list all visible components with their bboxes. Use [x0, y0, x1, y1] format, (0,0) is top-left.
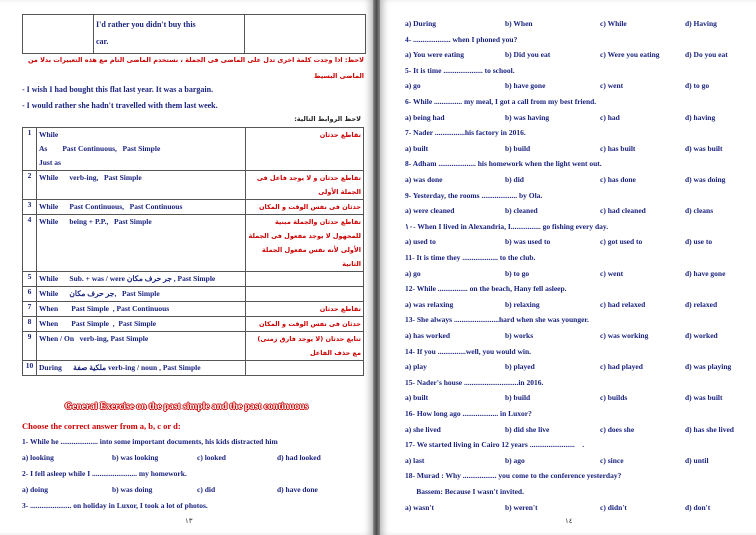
usage-line: مع حذف الفاعل	[309, 349, 361, 357]
question: 13- She always ........................hard when she was younger.	[405, 315, 589, 325]
usage-cell	[246, 332, 364, 361]
option: a) was done	[405, 175, 443, 184]
option: b) was looking	[112, 453, 159, 462]
row-number: 1	[23, 128, 37, 171]
question: 11- It is time they ................... to the club.	[405, 253, 536, 262]
structure-line: When Past Simple , Past Simple	[39, 319, 157, 328]
option: c) has done	[600, 175, 636, 184]
option: a) being had	[405, 112, 445, 122]
option: d) having	[685, 112, 716, 122]
structure-line: While being + P.P., Past Simple	[39, 217, 152, 226]
table-row	[23, 171, 364, 200]
table-row	[23, 287, 364, 302]
structure-cell	[37, 272, 246, 287]
table-row	[23, 200, 364, 215]
option: b) played	[505, 362, 535, 372]
question: Bassem: Because I wasn't invited.	[405, 487, 524, 496]
option: c) didn't	[600, 502, 627, 512]
section-heading: General Exercise on the past simple and the past continuous	[64, 402, 309, 412]
question: 8- Adham .................... his homework when the light went out.	[405, 159, 602, 169]
structure-line: When Past Simple , Past Continuous	[39, 304, 170, 313]
option: d) until	[685, 455, 709, 465]
option: b) was used to	[505, 237, 551, 247]
table-row	[23, 128, 364, 171]
option: a) During	[405, 19, 437, 28]
row-number: 3	[23, 200, 37, 215]
option: b) Did you eat	[505, 50, 551, 60]
usage-cell	[246, 317, 364, 332]
structure-cell	[37, 361, 246, 376]
usage-cell	[246, 272, 364, 287]
structure-line: When / On verb-ing, Past Simple	[39, 334, 149, 343]
option: b) ago	[505, 455, 525, 465]
option: c) had played	[600, 362, 643, 372]
question: ١٠- When I lived in Alexandria, I................ go fishing every day.	[405, 221, 609, 231]
option: a) used to	[405, 237, 436, 247]
option: d) cleans	[685, 206, 714, 216]
option: c) had relaxed	[600, 299, 646, 309]
option: b) build	[505, 143, 531, 153]
row-number: 7	[23, 302, 37, 317]
usage-cell	[246, 200, 364, 215]
usage-line: الأولى لأنه نفس مفعول الجملة	[261, 246, 361, 254]
option: c) went	[600, 268, 624, 278]
example-sentence: - I would rather she hadn't travelled with them last week.	[22, 101, 218, 110]
option: d) have gone	[685, 268, 726, 278]
option: d) Do you eat	[685, 50, 728, 60]
option: d) was doing	[685, 175, 726, 184]
option: a) You were eating	[405, 50, 464, 60]
option: b) cleaned	[505, 206, 538, 216]
structure-line: While Sub. + was / were جر حرف مكان , Past Simple	[39, 274, 216, 283]
structure-cell	[37, 200, 246, 215]
question: 5- It is time ..................... to school.	[405, 65, 515, 75]
option: a) doing	[22, 485, 49, 494]
question: 16- How long ago ................... in Luxor?	[405, 409, 532, 418]
structure-line: As Past Continuous, Past Simple	[39, 144, 161, 153]
option: d) was built	[685, 143, 723, 153]
option: b) did she live	[505, 424, 550, 434]
option: a) was relaxing	[405, 299, 454, 309]
table-row	[23, 361, 364, 376]
question: 6- While ............... my meal, I got a call from my best friend.	[405, 97, 597, 106]
option: b) works	[505, 331, 534, 340]
usage-line: للمجهول لا يوجد مفعول فى الجملة	[248, 232, 361, 240]
option: d) had looked	[277, 453, 321, 462]
option: a) she lived	[405, 424, 441, 434]
option: c) builds	[600, 393, 628, 403]
structure-cell	[37, 317, 246, 332]
option: c) Were you eating	[600, 50, 660, 60]
usage-line: حدثان فى نفس الوقت و المكان	[258, 203, 361, 211]
question: 17- We started living in Cairo 12 years ........................ .	[405, 440, 585, 450]
book-gutter	[373, 0, 380, 535]
row-number: 10	[23, 361, 37, 376]
usage-line: الجملة الأولى	[318, 188, 361, 196]
option: b) weren't	[505, 502, 538, 512]
row-number: 8	[23, 317, 37, 332]
option: b) build	[505, 393, 531, 403]
structure-cell	[37, 128, 246, 171]
structure-cell	[37, 171, 246, 200]
option: b) to go	[505, 268, 530, 278]
option: a) wasn't	[405, 502, 434, 512]
question: 7- Nader ................his factory in 2016.	[405, 128, 526, 138]
option: c) went	[600, 81, 624, 91]
structure-line: Just as	[39, 158, 61, 167]
usage-cell	[246, 361, 364, 376]
page-number: ١٤	[565, 517, 573, 525]
option: d) have done	[277, 485, 318, 494]
usage-cell	[246, 128, 364, 171]
example-box-line1: I'd rather you didn't buy this	[96, 20, 196, 29]
question: 12- While ................ on the beach, Hany fell asleep.	[405, 284, 567, 294]
option: d) don't	[685, 502, 711, 512]
option: b) was having	[505, 112, 550, 122]
row-number: 4	[23, 215, 37, 272]
option: a) looking	[22, 453, 54, 462]
option: b) When	[505, 19, 533, 28]
table-row	[23, 302, 364, 317]
usage-line: الثانية	[342, 260, 361, 268]
structure-cell	[37, 332, 246, 361]
row-number: 9	[23, 332, 37, 361]
instruction: Choose the correct answer from a, b, c or d:	[22, 421, 181, 431]
option: a) last	[405, 455, 425, 465]
option: c) looked	[197, 453, 226, 462]
example-box-cell	[244, 15, 365, 53]
table-row	[23, 317, 364, 332]
structure-cell	[37, 302, 246, 317]
option: d) to go	[685, 81, 710, 91]
question: 3- ...................... on holiday in Luxor, I took a lot of photos.	[22, 501, 208, 510]
structure-cell	[37, 215, 246, 272]
table-row	[23, 272, 364, 287]
option: a) has worked	[405, 331, 451, 340]
option: c) had cleaned	[600, 206, 646, 216]
table-row	[23, 332, 364, 361]
usage-cell	[246, 287, 364, 302]
option: c) did	[197, 485, 216, 494]
example-sentence: - I wish I had bought this flat last year. It was a bargain.	[22, 85, 214, 94]
option: d) was playing	[685, 362, 732, 372]
option: d) worked	[685, 331, 718, 340]
option: d) use to	[685, 237, 713, 247]
usage-cell	[246, 302, 364, 317]
question: 14- If you ...............well, you would win.	[405, 346, 532, 356]
question: 4- .................... when I phoned you?	[405, 34, 518, 44]
structure-line: While Past Continuous, Past Continuous	[39, 202, 183, 211]
option: a) go	[405, 81, 421, 91]
question: 15- Nader's house .............................in 2016.	[405, 377, 544, 387]
option: a) built	[405, 393, 429, 403]
option: b) was doing	[112, 485, 153, 494]
option: a) play	[405, 362, 427, 372]
row-number: 6	[23, 287, 37, 302]
arabic-note: لاحظ الروابط التالية:	[294, 115, 361, 123]
question: 9- Yesterday, the rooms ................... by Ola.	[405, 190, 543, 200]
usage-line: تقاطع حدثان والجملة مبنية	[274, 218, 361, 226]
option: b) have gone	[505, 81, 546, 91]
usage-line: تقاطع حدثان و لا يوجد فاعل فى	[256, 174, 361, 182]
example-box-cell	[23, 15, 94, 53]
usage-cell	[246, 215, 364, 272]
structure-line: While	[39, 130, 59, 139]
conjunctions-table	[22, 127, 364, 376]
option: a) were cleaned	[405, 206, 455, 216]
example-box	[22, 14, 366, 54]
option: a) go	[405, 268, 421, 278]
usage-line: تتابع حدثان (لا يوجد فارق زمنى)	[257, 335, 361, 343]
usage-line: تقاطع حدثان	[319, 131, 361, 139]
row-number: 5	[23, 272, 37, 287]
left-page	[0, 0, 373, 535]
option: a) built	[405, 143, 429, 153]
option: d) relaxed	[685, 299, 718, 309]
option: c) was working	[600, 331, 649, 340]
structure-line: While جر حرف مكان, Past Simple	[39, 289, 160, 298]
usage-cell	[246, 171, 364, 200]
question: 2- I fell asleep while I ........................ my homework.	[22, 469, 187, 478]
option: c) While	[600, 19, 627, 28]
arabic-note: لاحظ: اذا وجدت كلمة اخرى تدل على الماضى فى الجملة ، نستخدم الماضى التام مع هذه التعبيرات بدلا من الماضى البسيط	[27, 56, 364, 80]
option: d) Having	[685, 19, 717, 28]
structure-line: During ملكية صفة verb-ing / noun , Past Simple	[39, 363, 201, 372]
example-box-line2: car.	[96, 37, 109, 46]
option: c) since	[600, 455, 624, 465]
question: 1- While he .................... into some important documents, his kids distracted him	[22, 437, 278, 446]
right-page	[380, 0, 756, 535]
usage-line: حدثان فى نفس الوقت و المكان	[258, 320, 361, 328]
option: c) does she	[600, 424, 635, 434]
option: b) relaxing	[505, 299, 540, 309]
option: b) did	[505, 175, 524, 184]
option: d) was built	[685, 393, 723, 403]
question: 18- Murad : Why .................. you come to the conference yesterday?	[405, 471, 622, 481]
structure-line: While verb-ing, Past Simple	[39, 173, 142, 182]
option: c) has built	[600, 143, 636, 153]
row-number: 2	[23, 171, 37, 200]
page-number: ١٣	[185, 517, 193, 525]
option: d) has she lived	[685, 424, 734, 434]
usage-line: تقاطع حدثان	[319, 305, 361, 313]
option: c) had	[600, 112, 620, 122]
table-row	[23, 215, 364, 272]
option: c) got used to	[600, 237, 643, 247]
structure-cell	[37, 287, 246, 302]
